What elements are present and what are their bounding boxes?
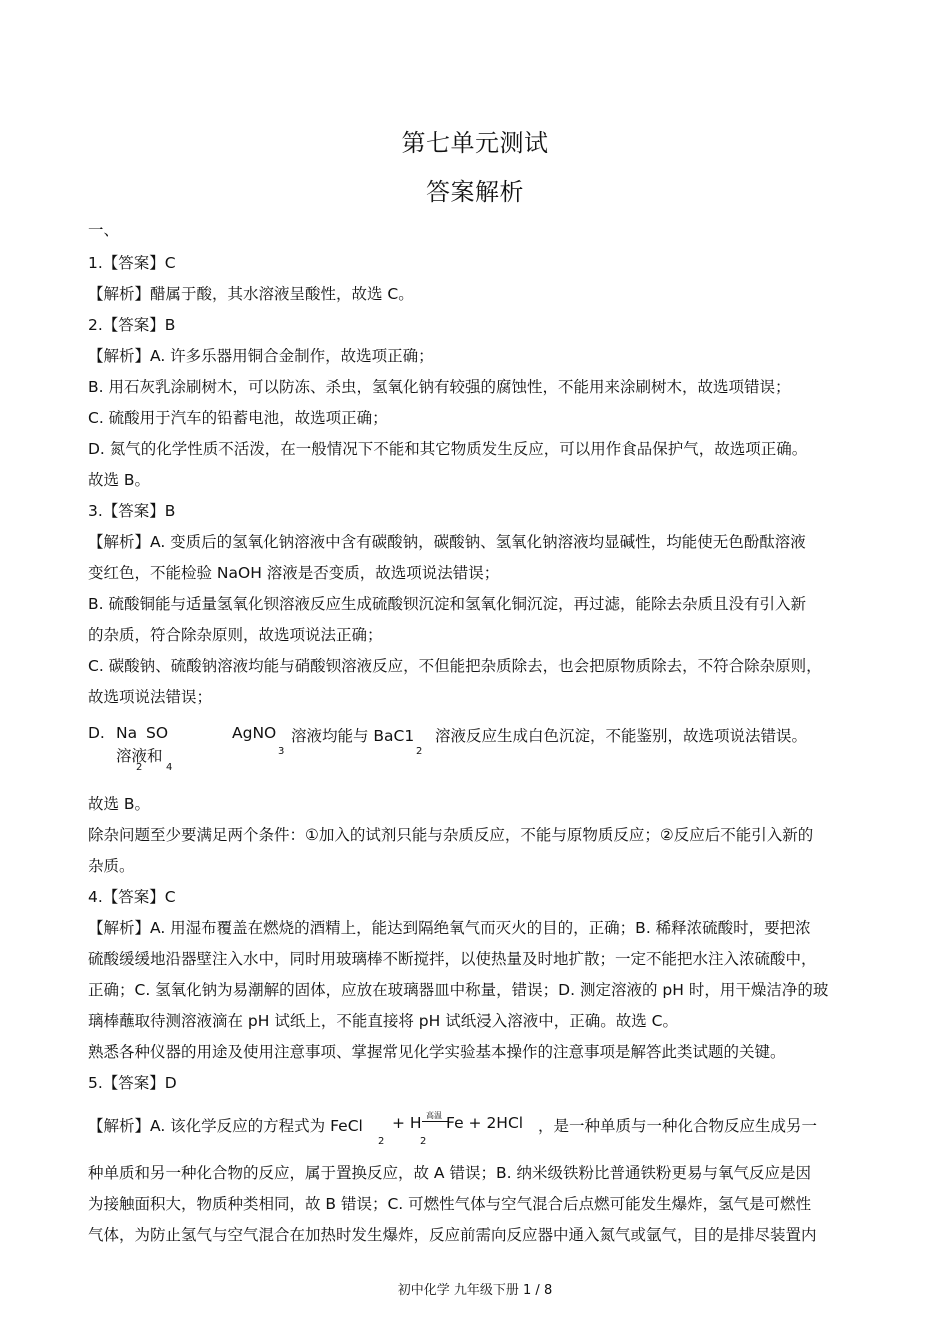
option-label: D. bbox=[88, 724, 105, 742]
page-footer: 初中化学 九年级下册 1 / 8 bbox=[397, 1283, 553, 1298]
equation-suffix: ，是一种单质与一种化合物反应生成另一 bbox=[538, 1117, 818, 1135]
text-line: 的杂质，符合除杂原则，故选项说法正确； bbox=[88, 626, 383, 644]
text-line: 4.【答案】C bbox=[88, 888, 176, 906]
text-line: B. 硫酸铜能与适量氢氧化钡溶液反应生成硫酸钡沉淀和氢氧化铜沉淀，再过滤，能除去杂质且没有引入新 bbox=[88, 595, 806, 613]
text-line: C. 硫酸用于汽车的铅蓄电池，故选项正确； bbox=[88, 409, 388, 427]
text-line: 1.【答案】C bbox=[88, 254, 176, 272]
text-line: B. 用石灰乳涂刷树木，可以防冻、杀虫，氢氧化钠有较强的腐蚀性，不能用来涂刷树木，故选项错误； bbox=[88, 378, 791, 396]
text-line: 熟悉各种仪器的用途及使用注意事项、掌握常见化学实验基本操作的注意事项是解答此类试题的关键。 bbox=[88, 1043, 786, 1061]
subscript: 4 bbox=[166, 762, 173, 773]
text-line: 【解析】醋属于酸，其水溶液呈酸性，故选 C。 bbox=[88, 285, 414, 303]
formula-agno: AgNO bbox=[232, 724, 277, 742]
text-line: 种单质和另一种化合物的反应，属于置换反应，故 A 错误；B. 纳米级铁粉比普通铁粉更易与氧气反应是因 bbox=[88, 1164, 811, 1182]
page-title: 第七单元测试 bbox=[401, 129, 549, 157]
equation-product: Fe + 2HCl bbox=[446, 1114, 524, 1132]
subscript: 2 bbox=[416, 746, 423, 757]
text-line: 璃棒蘸取待测溶液滴在 pH 试纸上，不能直接将 pH 试纸浸入溶液中，正确。故选 C。 bbox=[88, 1012, 678, 1030]
text-line: C. 碳酸钠、硫酸钠溶液均能与硝酸钡溶液反应，不但能把杂质除去，也会把原物质除去，不符合除杂原则， bbox=[88, 657, 822, 675]
text-line: 5.【答案】D bbox=[88, 1074, 177, 1092]
text-line: 【解析】A. 变质后的氢氧化钠溶液中含有碳酸钠，碳酸钠、氢氧化钠溶液均显碱性，均能使无色酚酞溶液 bbox=[88, 533, 806, 551]
text-line: 3.【答案】B bbox=[88, 502, 176, 520]
text-line: 硫酸缓缓地沿器壁注入水中，同时用玻璃棒不断搅拌，以使热量及时地扩散；一定不能把水注入浓硫酸中， bbox=[88, 950, 817, 968]
text-line: D. 氮气的化学性质不活泼，在一般情况下不能和其它物质发生反应，可以用作食品保护气，故选项正确。 bbox=[88, 440, 808, 458]
equation-plus: + H bbox=[392, 1114, 422, 1132]
text-line: 气体，为防止氢气与空气混合在加热时发生爆炸，反应前需向反应器中通入氮气或氩气，目的是排尽装置内 bbox=[88, 1226, 817, 1244]
subscript: 2 bbox=[136, 762, 143, 773]
formula-na: Na bbox=[116, 724, 138, 742]
subscript: 2 bbox=[420, 1136, 427, 1147]
text-line: 故选 B。 bbox=[88, 795, 151, 813]
subscript: 3 bbox=[278, 746, 285, 757]
option-d-row bbox=[88, 722, 868, 778]
reaction-arrow-line bbox=[422, 1121, 448, 1122]
option-d-text: 溶液反应生成白色沉淀，不能鉴别，故选项说法错误。 bbox=[435, 727, 808, 745]
formula-so: SO bbox=[146, 724, 169, 742]
equation-row bbox=[88, 1112, 868, 1148]
text-line: 除杂问题至少要满足两个条件：①加入的试剂只能与杂质反应，不能与原物质反应；②反应后不能引入新的 bbox=[88, 826, 814, 844]
text-line: 故选 B。 bbox=[88, 471, 151, 489]
section-heading: 一、 bbox=[88, 221, 120, 239]
text-line: 为接触面积大，物质种类相同，故 B 错误；C. 可燃性气体与空气混合后点燃可能发生爆炸，氢气是可燃性 bbox=[88, 1195, 812, 1213]
text-line: 正确；C. 氢氧化钠为易潮解的固体，应放在玻璃器皿中称量，错误；D. 测定溶液的 pH 时，用干燥洁净的玻 bbox=[88, 981, 829, 999]
option-d-mid: 溶液和 bbox=[116, 747, 163, 765]
text-line: 故选项说法错误； bbox=[88, 688, 213, 706]
subscript: 2 bbox=[378, 1136, 385, 1147]
option-d-text: 溶液均能与 BaC1 bbox=[291, 727, 415, 745]
text-line: 2.【答案】B bbox=[88, 316, 176, 334]
equation-prefix: 【解析】A. 该化学反应的方程式为 FeCl bbox=[88, 1117, 363, 1135]
reaction-condition: 高温 bbox=[426, 1111, 442, 1120]
text-line: 杂质。 bbox=[88, 857, 135, 875]
text-line: 【解析】A. 许多乐器用铜合金制作，故选项正确； bbox=[88, 347, 434, 365]
text-line: 【解析】A. 用湿布覆盖在燃烧的酒精上，能达到隔绝氧气而灭火的目的，正确；B. 稀释浓硫酸时，要把浓 bbox=[88, 919, 811, 937]
text-line: 变红色，不能检验 NaOH 溶液是否变质，故选项说法错误； bbox=[88, 564, 500, 582]
page-subtitle: 答案解析 bbox=[426, 178, 524, 206]
